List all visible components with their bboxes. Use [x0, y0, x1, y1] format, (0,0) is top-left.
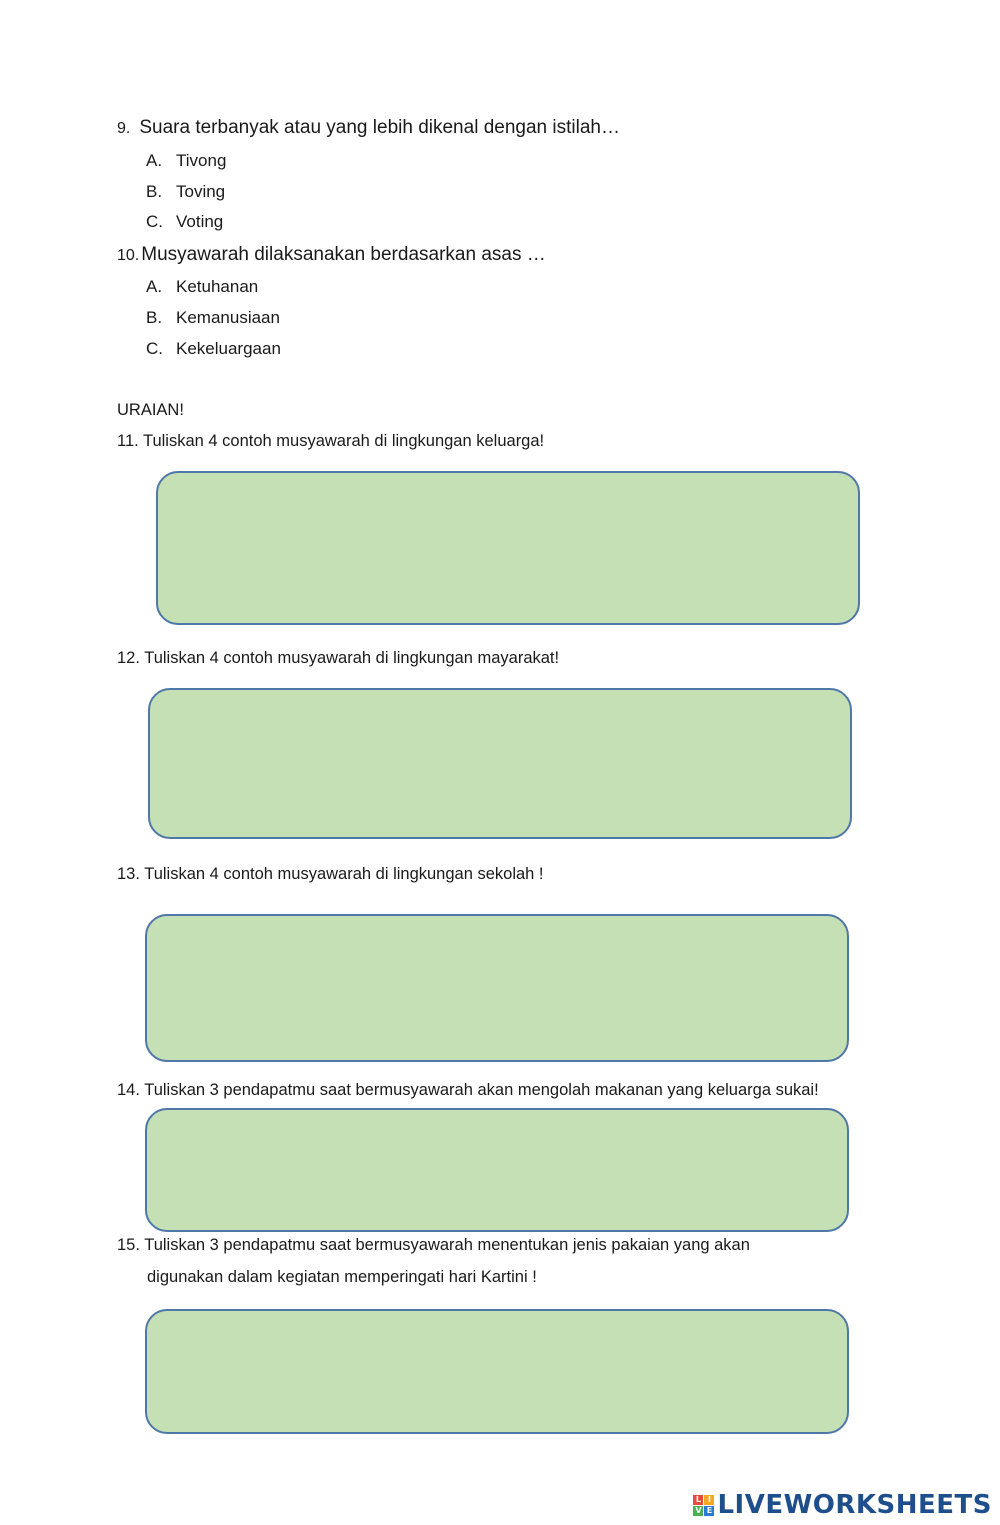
- question-text: Musyawarah dilaksanakan berdasarkan asas …: [141, 244, 546, 265]
- essay-question-14: 14. Tuliskan 3 pendapatmu saat bermusyawarah akan mengolah makanan yang keluarga sukai!: [117, 1081, 819, 1099]
- essay-question-15-continuation: digunakan dalam kegiatan memperingati hari Kartini !: [147, 1268, 537, 1286]
- q10-option-b: B. Kemanusiaan: [146, 308, 280, 327]
- essay-question-12: 12. Tuliskan 4 contoh musyawarah di lingkungan mayarakat!: [117, 649, 560, 667]
- logo-text: LIVEWORKSHEETS: [717, 1490, 992, 1520]
- q9-option-a: A. Tivong: [146, 151, 227, 170]
- essay-question-13: 13. Tuliskan 4 contoh musyawarah di lingkungan sekolah !: [117, 865, 544, 883]
- answer-box-12[interactable]: [148, 688, 852, 839]
- question-number: 10.: [117, 247, 140, 264]
- question-10: [117, 244, 546, 266]
- q10-option-a: A. Ketuhanan: [146, 277, 259, 296]
- answer-box-13[interactable]: [145, 914, 849, 1062]
- answer-box-11[interactable]: [156, 471, 860, 625]
- answer-box-14[interactable]: [145, 1108, 849, 1232]
- question-text: Suara terbanyak atau yang lebih dikenal dengan istilah…: [139, 117, 620, 138]
- liveworksheets-mark-icon: L I V E: [693, 1495, 714, 1516]
- liveworksheets-logo: [693, 1490, 992, 1520]
- essay-question-15: 15. Tuliskan 3 pendapatmu saat bermusyawarah menentukan jenis pakaian yang akan: [117, 1236, 750, 1254]
- answer-box-15[interactable]: [145, 1309, 849, 1434]
- q10-option-c: C. Kekeluargaan: [146, 339, 281, 358]
- question-number: 9.: [117, 120, 131, 137]
- question-9: [117, 117, 620, 139]
- essay-question-11: 11. Tuliskan 4 contoh musyawarah di lingkungan keluarga!: [117, 432, 545, 450]
- section-title: URAIAN!: [117, 401, 184, 419]
- q9-option-b: B. Toving: [146, 182, 226, 201]
- q9-option-c: C. Voting: [146, 212, 224, 231]
